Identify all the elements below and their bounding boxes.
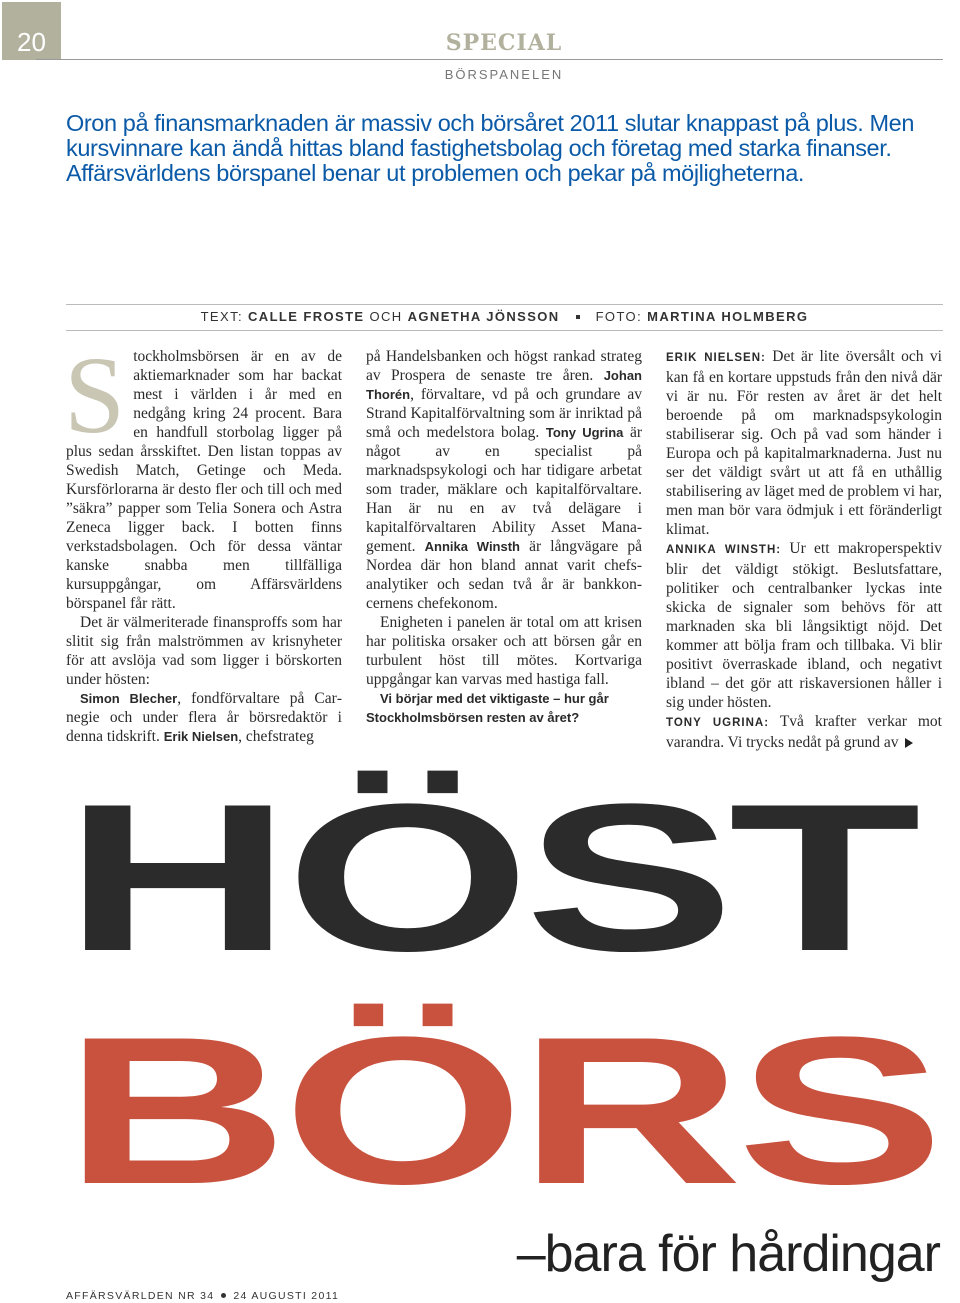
text: Ur ett makroperspektiv blir det väldigt stökigt. Beslutsfattare, politiker och centralbanker lyckas inte skicka de signaler som behövs för att marknaden ska bli långsiktigt nöjd. Det kommer att bölja fram och tillbaka. Vi blir positivt överraskade ibland, och negativt ibland – det gör att riskaversionen håller i sig under hösten.: [666, 540, 942, 711]
article-column-3: [666, 347, 942, 752]
intro-text: tockholmsbörsen är en av de aktiemarknader som har backat mest i världen i år med en nedgång kring 24 procent. Bara en handfull storbolag ligger på plus sedan årsskiftet. Den listan toppas av Swedish Match, Getinge och Meda. Kursförlorarna är desto fler och till och med ”säkra” papper som Telia Sonera och Astra Zeneca ligger back. I botten finns verkstadsbolagen. Och för dessa väntar kanske snabba men tillfälliga kursuppgångar, om Affärsvärldens börspanel får rätt.: [66, 348, 342, 612]
photo-label: FOTO:: [595, 309, 643, 324]
photographer: MARTINA HOLMBERG: [647, 309, 809, 324]
author-1: CALLE FROSTE: [248, 309, 365, 324]
text: är långvägare på Nordea där hon bland annat varit chefsanalytiker och sedan två år är bankkoncernens chefekonom.: [366, 538, 642, 612]
byline-separator: [576, 315, 580, 319]
page-number: 20: [2, 2, 61, 60]
author-2: AGNETHA JÖNSSON: [407, 309, 560, 324]
section-title: SPECIAL: [445, 30, 563, 56]
paragraph: [366, 347, 642, 613]
byline-bottom-rule: [66, 330, 943, 331]
panelist-name: Tony Ugrina: [545, 425, 624, 440]
bullet-icon: [221, 1293, 226, 1298]
header-divider: [36, 59, 943, 60]
text: är något av en specialist på marknadspsykologi och har tidigare arbetat som trader, mäklare och kapitalförvaltare. Han är nu en av två delägare i kapitalförvaltaren Ability Asset Management.: [366, 424, 642, 555]
headline-tagline: –bara för hårdingar: [516, 1225, 940, 1283]
article-column-2: [366, 347, 642, 727]
paragraph: Enigheten i panelen är total om att krisen har politiska orsaker och att börsen går en turbulent höst till mötes. Kortvariga uppgångar kan varvas med hastiga fall.: [366, 614, 642, 688]
answer: [666, 347, 942, 539]
magazine-issue: AFFÄRSVÄRLDEN NR 34: [66, 1290, 215, 1302]
drop-cap: S: [64, 334, 126, 456]
speaker-label: ERIK NIELSEN:: [666, 352, 766, 364]
article-column-1: [64, 334, 342, 746]
text: , förvaltare, vd på och grundare av Strand Kapitalförvaltning som är inriktad på små och medelstora bolag.: [366, 386, 642, 441]
headline-line-2: BÖRS: [64, 993, 939, 1228]
answer: [666, 539, 942, 712]
subsection-title: BÖRSPANELEN: [444, 67, 564, 82]
answer: [666, 712, 942, 752]
text-label: TEXT:: [200, 309, 243, 324]
issue-date: 24 AUGUSTI 2011: [233, 1290, 340, 1302]
text: Två krafter verkar mot varandra. Vi trycks nedåt på grund av: [666, 713, 942, 751]
headline-line-1: HÖST: [64, 760, 916, 995]
panelist-name: Johan Thorén: [366, 368, 642, 402]
byline-and: OCH: [369, 309, 403, 324]
panelist-name: Erik Nielsen: [163, 729, 239, 744]
text: , chefstrateg: [238, 728, 314, 745]
panelist-name: Annika Winsth: [424, 539, 521, 554]
text: , fondförvaltare på Carnegie och under flera år börsredaktör i denna tidskrift.: [66, 690, 342, 745]
byline-top-rule: [66, 304, 943, 305]
byline: [66, 309, 943, 324]
text: Det är lite översålt och vi kan få en kortare uppstuds från den nivå där vi är nu. För resten av året är det helt beroende på om marknadspsykologin stabiliserar sig. Och på vad som händer i Europa och på kapitalmarknaderna. Just nu ser det väldigt svårt ut att få en uthållig stabilisering av läget med de problem vi har, men man bör vara ödmjuk i ett föränderligt klimat.: [666, 348, 942, 538]
paragraph: [66, 689, 342, 746]
interview-question: Vi börjar med det viktigaste – hur går Stockholmsbörsen resten av året?: [366, 691, 609, 725]
intro-paragraph: [64, 334, 342, 613]
text: på Handelsbanken och högst rankad strateg av Prospera de senaste tre åren.: [366, 348, 642, 384]
panelist-name: Simon Blecher: [80, 691, 178, 706]
continue-arrow-icon: [905, 738, 913, 748]
speaker-label: ANNIKA WINSTH:: [666, 544, 782, 556]
article-deck: Oron på finansmarknaden är massiv och börsåret 2011 slutar knappast på plus. Men kursvinnare kan ändå hittas bland fastighetsbolag och företag med starka finanser. Affärsvärldens börspanel benar ut problemen och pekar på möjligheterna.: [66, 110, 914, 186]
page-footer: [66, 1290, 339, 1302]
speaker-label: TONY UGRINA:: [666, 717, 770, 729]
paragraph: Det är välmeriterade finansproffs som har slitit sig från malströmmen av krisnyheter för att avslöja vad som ligger i börskorten under hösten:: [66, 614, 342, 688]
